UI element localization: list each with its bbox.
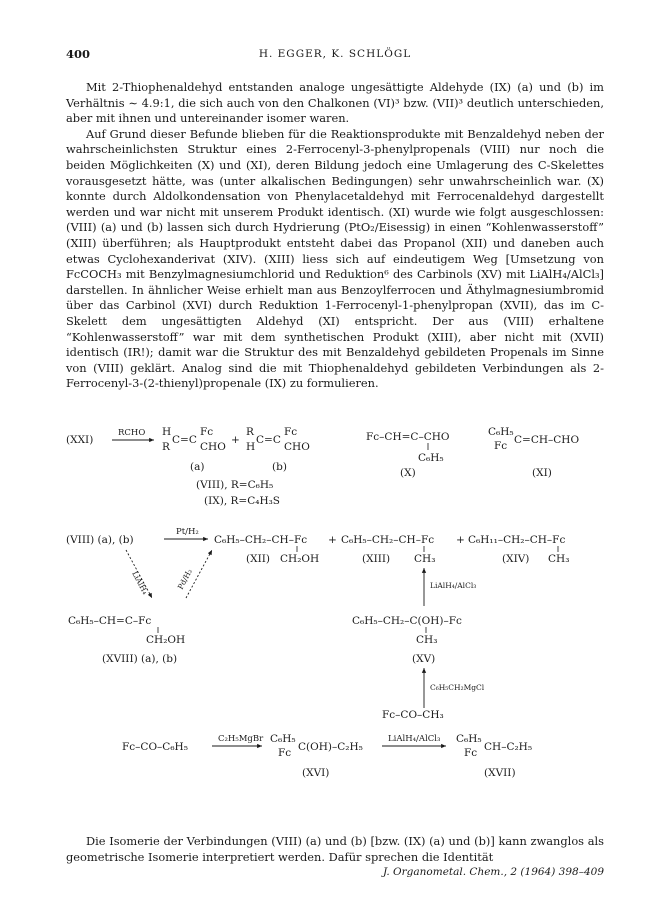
aldehyde-b-cho: CHO (284, 441, 310, 453)
compound-XIV-label: (XIV) (502, 553, 530, 565)
compound-XV-substituent: CH₃ (416, 634, 438, 646)
aldehyde-b-r: R (246, 426, 254, 438)
lialh4-alcl3-reagent-2: LiAlH₄/AlCl₃ (388, 734, 441, 744)
viii-definition: (VIII), R=C₆H₅ (196, 479, 274, 491)
compound-XII-substituent: CH₂OH (280, 553, 320, 565)
label-a: (a) (190, 461, 205, 473)
compound-XI-phenyl: C₆H₅ (488, 426, 514, 438)
compound-X-substituent: C₆H₅ (418, 452, 444, 464)
compound-XI-chain: C=CH–CHO (514, 434, 580, 446)
pt-h2-reagent: Pt/H₂ (176, 527, 199, 537)
compound-XVI-phenyl: C₆H₅ (270, 733, 296, 745)
journal-citation: J. Organometal. Chem., 2 (1964) 398–409 (382, 866, 604, 878)
compound-XIV-substituent: CH₃ (548, 553, 570, 565)
compound-XV-formula: C₆H₅–CH₂–C(OH)–Fc (352, 615, 462, 627)
compound-XVII-fc: Fc (464, 747, 478, 759)
plus-sign-2: + (328, 534, 337, 546)
aldehyde-b-h: H (246, 441, 256, 453)
compound-XVIII-substituent: CH₂OH (146, 634, 186, 646)
compound-XVII-phenyl: C₆H₅ (456, 733, 482, 745)
acetylferrocene: Fc–CO–CH₃ (382, 709, 444, 721)
compound-XVI-label: (XVI) (302, 767, 330, 779)
aldehyde-a-r: R (162, 441, 170, 453)
compound-X-label: (X) (400, 467, 416, 479)
compound-XV-label: (XV) (412, 653, 436, 665)
viii-ab-start: (VIII) (a), (b) (66, 534, 134, 546)
rcho-reagent: RCHO (118, 428, 146, 438)
compound-XVI-fc: Fc (278, 747, 292, 759)
reaction-scheme-drawing (66, 418, 604, 823)
aldehyde-b-double-bond: C=C (256, 434, 281, 446)
aldehyde-a-cho: CHO (200, 441, 226, 453)
compound-XI-fc: Fc (494, 440, 508, 452)
paragraph-2: Auf Grund dieser Befunde blieben für die Reaktionsprodukte mit Benzaldehyd neben der wahrscheinlichsten Struktur eines 2-Ferrocenyl-3-phenylpropenals (VIII) nur noch die beiden Möglichkeiten (X) und (XI), deren Bildung jedoch eine Umlagerung des C-Skelettes vorausgesetzt hätte, was (unter alkalischen Bedingungen) sehr unwahrscheinlich war. (X) konnte durch Aldolkondensation von Phenylacetaldehyd mit Ferrocenaldehyd dargestellt werden und war nicht mit unserem Produkt identisch. (XI) wurde wie folgt ausgeschlossen: (VIII) (a) und (b) lassen sich durch Hydrierung (PtO₂/Eisessig) in einen “Kohlenwasserstoff” (XIII) überführen; als Hauptprodukt entsteht dabei das Propanol (XII) und daneben auch etwas Cyclohexanderivat (XIV). (XIII) liess sich auf eindeutigem Weg [Umsetzung von FcCOCH₃ mit Benzylmagnesiumchlorid und Reduktion⁶ des Carbinols (XV) mit LiAlH₄/AlCl₃] darstellen. In ähnlicher Weise erhielt man aus Benzoylferrocen und Äthylmagnesiumbromid über das Carbinol (XVI) durch Reduktion 1-Ferrocenyl-1-phenylpropan (XVII), das im C-Skelett dem ungesättigten Aldehyd (XI) entspricht. Der aus (VIII) erhaltene “Kohlenwasserstoff” war mit dem synthetischen Produkt (XIII), aber nicht mit (XVII) identisch (IR!); damit war die Struktur des mit Benzaldehyd gebildeten Propenals im Sinne von (VIII) geklärt. Analog sind die mit Thiophenaldehyd gebildeten Verbindungen als 2-Ferrocenyl-3-(2-thienyl)propenale (IX) zu formulieren. (66, 126, 604, 391)
compound-XII-label: (XII) (246, 553, 270, 565)
benzoylferrocene: Fc–CO–C₆H₅ (122, 741, 188, 753)
compound-XIII-label: (XIII) (362, 553, 391, 565)
reaction-scheme (66, 418, 604, 823)
aldehyde-a-double-bond: C=C (172, 434, 197, 446)
pd-h2-reagent: Pd/H₂ (175, 567, 195, 591)
running-head-authors: H. EGGER, K. SCHLÖGL (258, 48, 412, 60)
compound-XII-formula: C₆H₅–CH₂–CH–Fc (214, 534, 308, 546)
compound-XVI-chain: C(OH)–C₂H₅ (298, 741, 363, 753)
plus-sign-1: + (231, 434, 240, 446)
paragraph-1: Mit 2-Thiophenaldehyd entstanden analoge ungesättigte Aldehyde (IX) (a) und (b) im Verhältnis ∼ 4.9:1, die sich auch von den Chalkonen (VI)³ bzw. (VII)³ deutlich unterschieden, aber mit ihnen und untereinander isomer waren. (66, 80, 604, 126)
aldehyde-a-h: H (162, 426, 172, 438)
aldehyde-a-fc: Fc (200, 426, 214, 438)
ix-definition: (IX), R=C₄H₃S (204, 495, 280, 507)
compound-X-formula: Fc–CH=C–CHO (366, 431, 450, 443)
lialh4-alcl3-reagent-1: LiAlH₄/AlCl₃ (430, 581, 477, 590)
plus-sign-3: + (456, 534, 465, 546)
benzylmgcl-reagent: C₆H₅CH₂MgCl (430, 683, 485, 692)
lialh4-reagent: LiAlH₄ (130, 569, 150, 596)
compound-XIII-formula: C₆H₅–CH₂–CH–Fc (341, 534, 435, 546)
aldehyde-b-fc: Fc (284, 426, 298, 438)
body-text (66, 80, 604, 392)
compound-XVII-chain: CH–C₂H₅ (484, 741, 533, 753)
compound-XXI-label: (XXI) (66, 434, 94, 446)
label-b: (b) (272, 461, 287, 473)
paragraph-3: Die Isomerie der Verbindungen (VIII) (a) und (b) [bzw. (IX) (a) und (b)] kann zwanglos als geometrische Isomerie interpretiert werden. Dafür sprechen die Identität (66, 834, 604, 864)
page-number: 400 (66, 47, 91, 61)
compound-XVII-label: (XVII) (484, 767, 516, 779)
compound-XI-label: (XI) (532, 467, 552, 479)
compound-XVIII-label: (XVIII) (a), (b) (102, 653, 178, 665)
compound-XVIII-formula: C₆H₅–CH=C–Fc (68, 615, 152, 627)
compound-XIII-substituent: CH₃ (414, 553, 436, 565)
compound-XIV-formula: C₆H₁₁–CH₂–CH–Fc (468, 534, 566, 546)
etmgbr-reagent: C₂H₅MgBr (218, 734, 264, 744)
continuation-text (66, 834, 604, 865)
